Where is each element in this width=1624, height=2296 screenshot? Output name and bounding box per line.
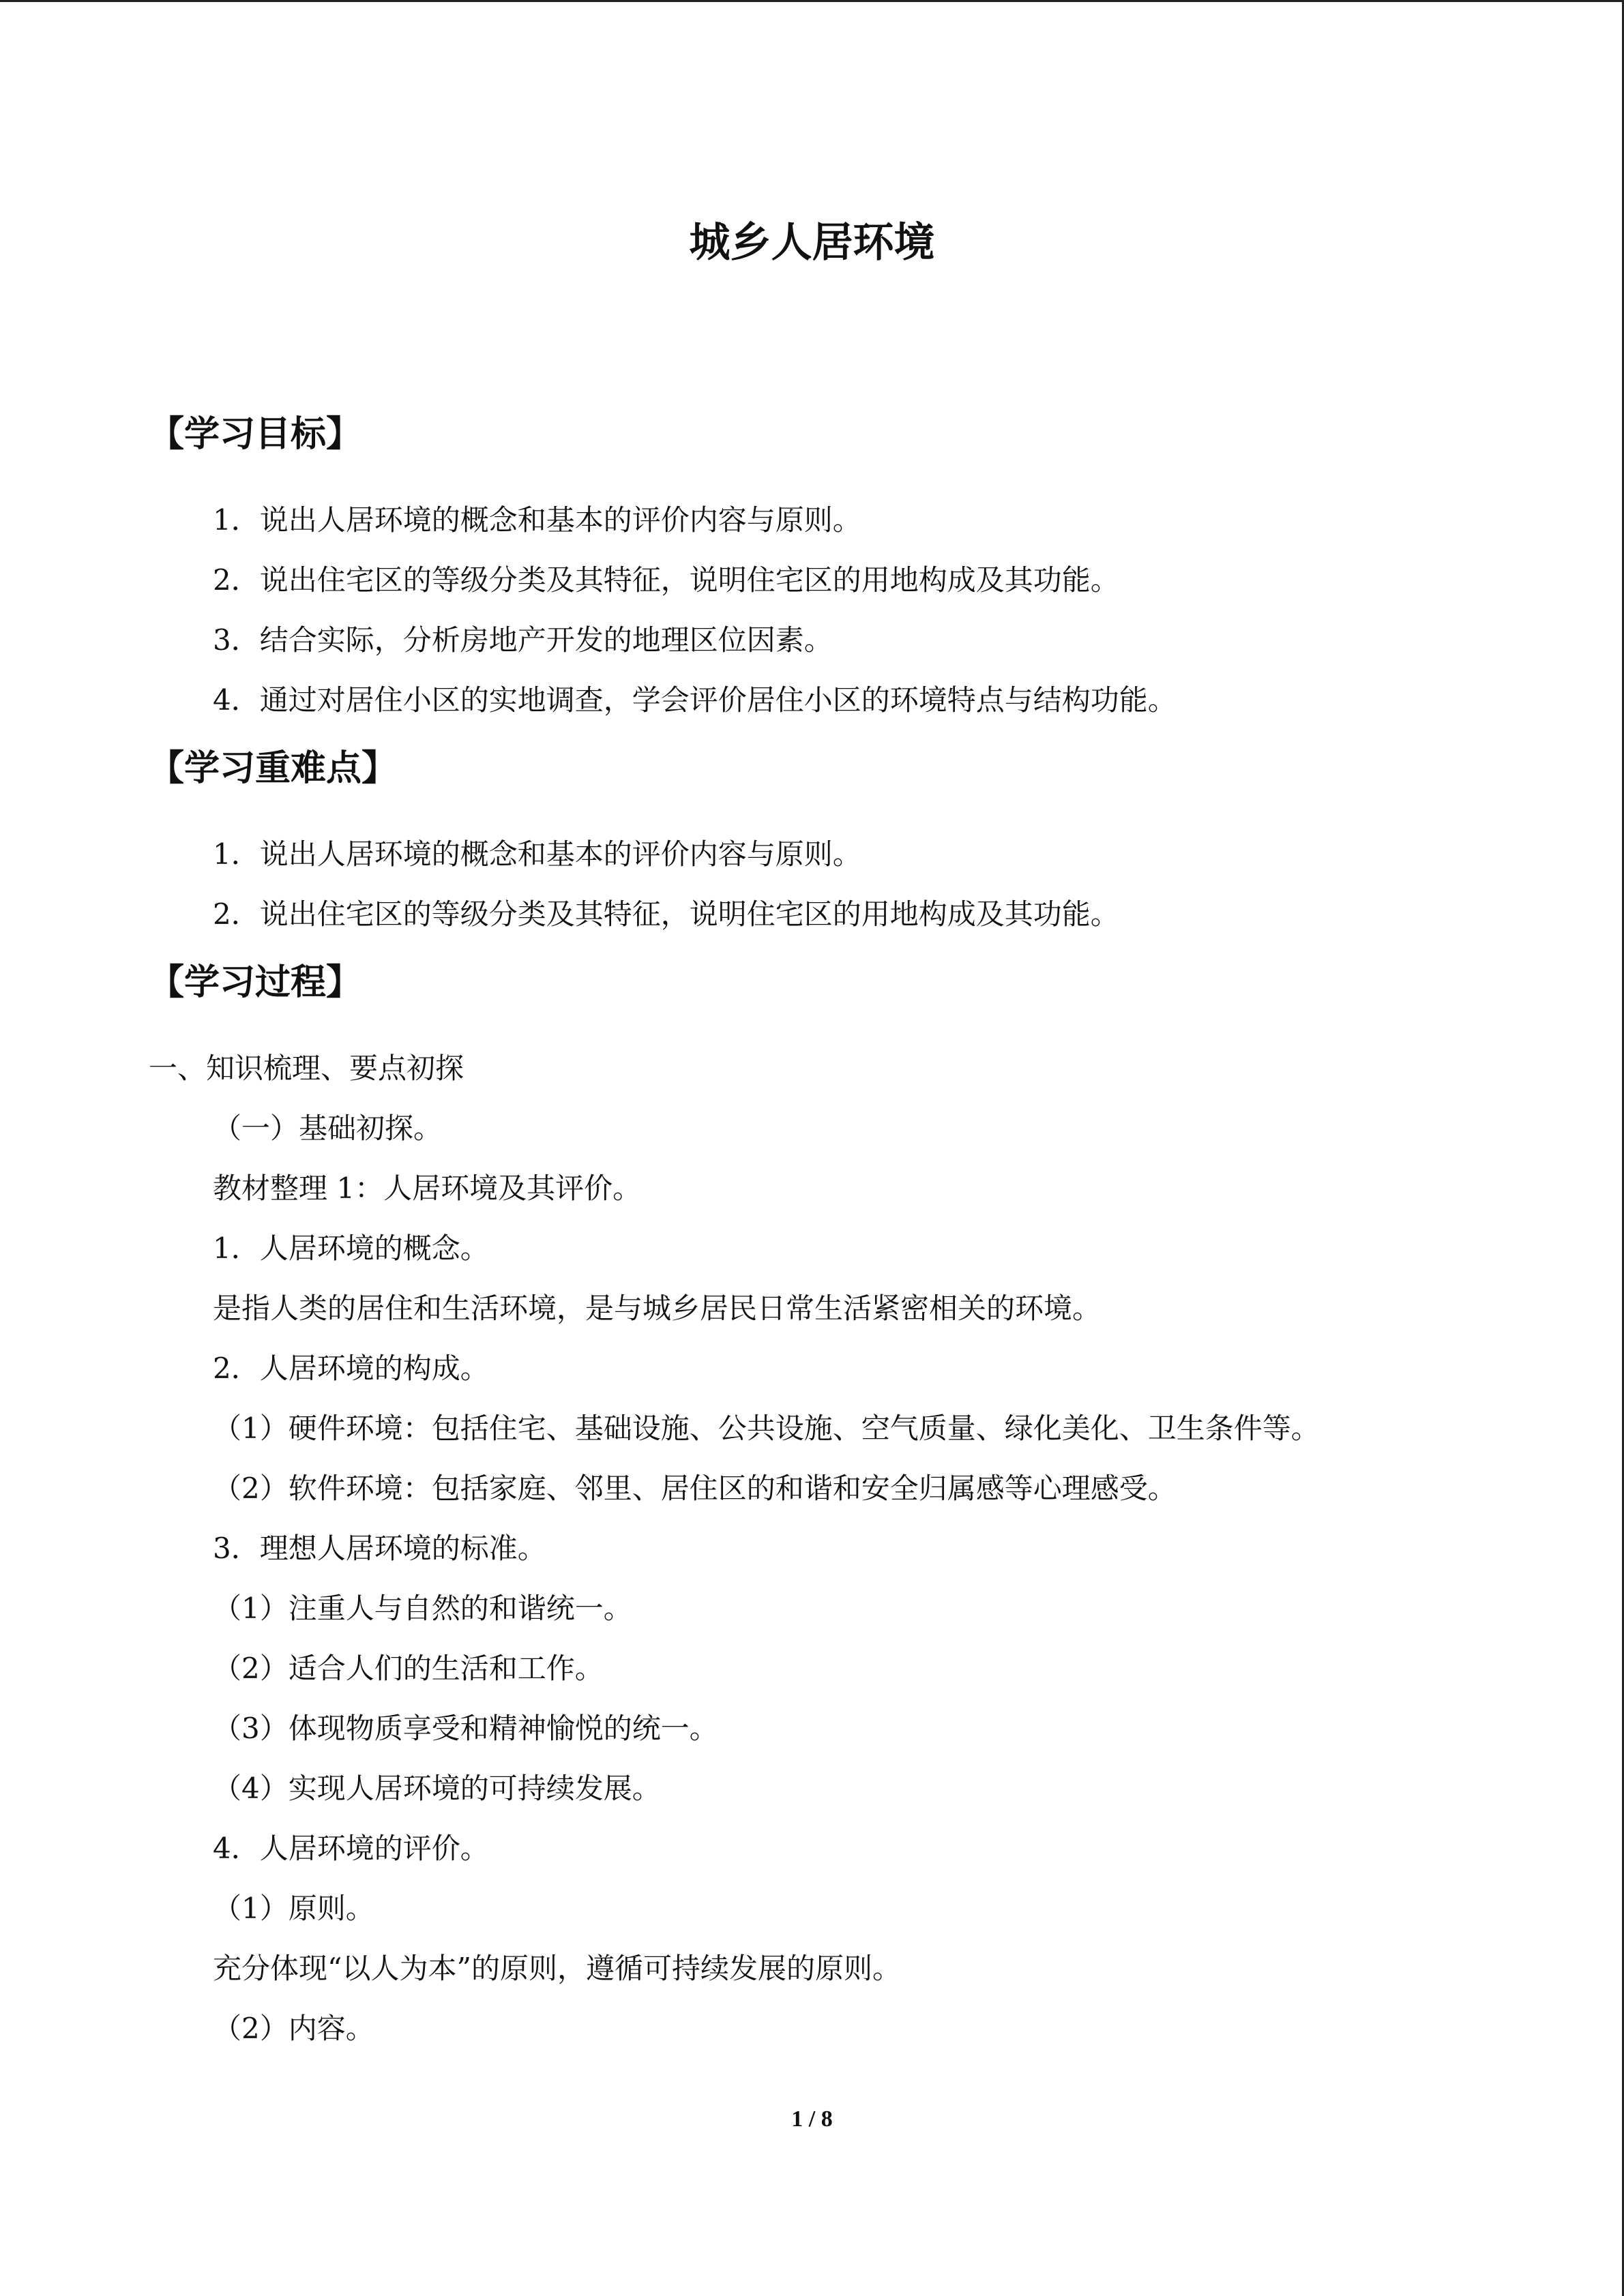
objectives-heading: 【学习目标】: [149, 413, 362, 455]
process-line: 4．人居环境的评价。: [213, 1832, 489, 1865]
key-point-item: 1．说出人居环境的概念和基本的评价内容与原则。: [213, 837, 861, 871]
process-heading: 【学习过程】: [149, 961, 362, 1003]
part-title: 一、知识梳理、要点初探: [149, 1052, 464, 1085]
objective-item: 3．结合实际，分析房地产开发的地理区位因素。: [213, 623, 833, 657]
page-border-top: [0, 0, 1624, 2]
process-line: 教材整理 1：人居环境及其评价。: [213, 1172, 642, 1205]
process-line: 是指人类的居住和生活环境，是与城乡居民日常生活紧密相关的环境。: [213, 1292, 1102, 1325]
process-line: （1）注重人与自然的和谐统一。: [213, 1592, 632, 1625]
objective-item: 2．说出住宅区的等级分类及其特征，说明住宅区的用地构成及其功能。: [213, 563, 1119, 597]
key-points-heading: 【学习重难点】: [149, 747, 398, 789]
objective-item: 1．说出人居环境的概念和基本的评价内容与原则。: [213, 503, 861, 537]
process-line: （2）内容。: [213, 2012, 374, 2045]
process-line: 2．人居环境的构成。: [213, 1352, 489, 1385]
objective-item: 4．通过对居住小区的实地调查，学会评价居住小区的环境特点与结构功能。: [213, 683, 1177, 717]
process-line: （2）适合人们的生活和工作。: [213, 1652, 604, 1685]
key-point-item: 2．说出住宅区的等级分类及其特征，说明住宅区的用地构成及其功能。: [213, 897, 1119, 931]
document-title: 城乡人居环境: [689, 219, 935, 267]
process-line: （一）基础初探。: [213, 1112, 443, 1145]
process-line: （4）实现人居环境的可持续发展。: [213, 1772, 661, 1805]
process-line: （1）硬件环境：包括住宅、基础设施、公共设施、空气质量、绿化美化、卫生条件等。: [213, 1412, 1320, 1445]
process-line: 3．理想人居环境的标准。: [213, 1532, 546, 1565]
process-line: 1．人居环境的概念。: [213, 1232, 489, 1265]
process-line: （1）原则。: [213, 1892, 374, 1925]
process-line: （3）体现物质享受和精神愉悦的统一。: [213, 1712, 718, 1745]
page-number: 1 / 8: [791, 2106, 833, 2132]
process-line: （2）软件环境：包括家庭、邻里、居住区的和谐和安全归属感等心理感受。: [213, 1472, 1177, 1505]
process-line: 充分体现“以人为本”的原则，遵循可持续发展的原则。: [213, 1952, 901, 1985]
